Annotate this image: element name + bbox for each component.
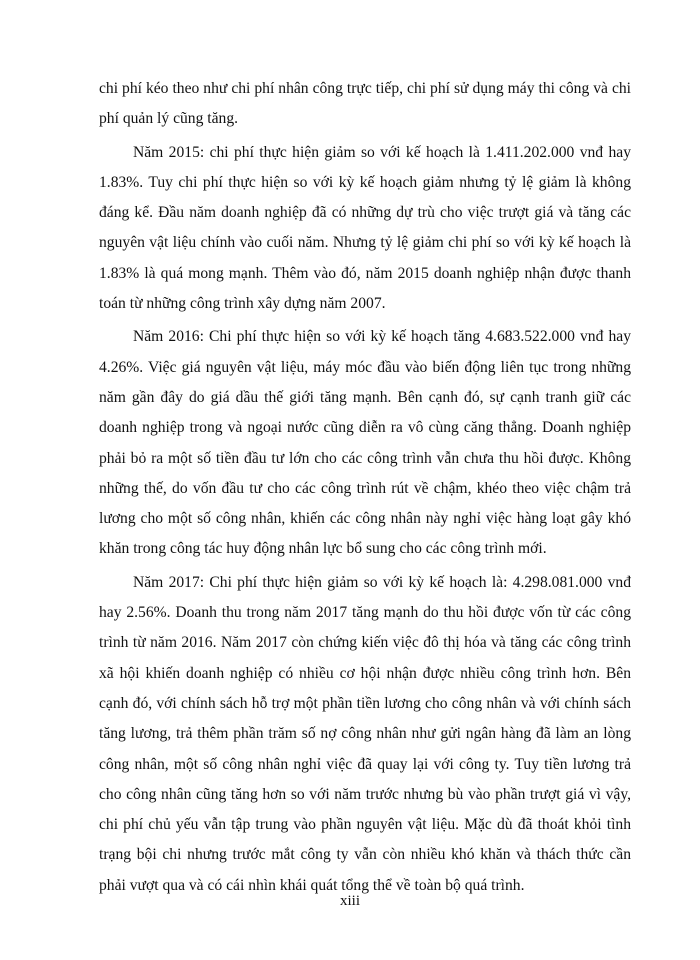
page-number: xiii	[339, 893, 360, 909]
paragraph-2017: Năm 2017: Chi phí thực hiện giảm so với kỳ kế hoạch là: 4.298.081.000 vnđ hay 2.56%. Doanh thu trong năm 2017 tăng mạnh do thu hồi được vốn từ các công trình từ năm 2016. Năm 2017 còn chứng kiến việc đô thị hóa và tăng các công trình xã hội khiến doanh nghiệp có nhiều cơ hội nhận được nhiều công trình hơn. Bên cạnh đó, với chính sách hỗ trợ một phần tiền lương cho công nhân và với chính sách tăng lương, trả thêm phần trăm số nợ công nhân như gửi ngân hàng đã làm an lòng công nhân, một số công nhân nghỉ việc đã quay lại với công ty. Tuy tiền lương trả cho công nhân cũng tăng hơn so với năm trước nhưng bù vào phần trượt giá vì vậy, chi phí chủ yếu vẫn tập trung vào phần nguyên vật liệu. Mặc dù đã thoát khỏi tình trạng bội chi nhưng trước mắt công ty vẫn còn nhiều khó khăn và thách thức cần phải vượt qua và có cái nhìn khái quát tổng thể về toàn bộ quá trình.	[99, 573, 631, 894]
paragraph-continuation: chi phí kéo theo như chi phí nhân công trực tiếp, chi phí sử dụng máy thi công và chi phí quản lý cũng tăng.	[99, 80, 631, 128]
document-body	[99, 74, 631, 901]
paragraph-2016: Năm 2016: Chi phí thực hiện so với kỳ kế hoạch tăng 4.683.522.000 vnđ hay 4.26%. Việc giá nguyên vật liệu, máy móc đầu vào biến động liên tục trong những năm gần đây do giá dầu thế giới tăng mạnh. Bên cạnh đó, sự cạnh tranh giữ các doanh nghiệp trong và ngoại nước cũng diễn ra vô cùng căng thẳng. Doanh nghiệp phải bỏ ra một số tiền đầu tư lớn cho các công trình vẫn chưa thu hồi được. Không những thế, do vốn đầu tư cho các công trình rút về chậm, khéo theo việc chậm trả lương cho một số công nhân, khiến các công nhân này nghỉ việc hàng loạt gây khó khăn trong công tác huy động nhân lực bổ sung cho các công trình mới.	[99, 328, 631, 558]
paragraph-2015: Năm 2015: chi phí thực hiện giảm so với kế hoạch là 1.411.202.000 vnđ hay 1.83%. Tuy chi phí thực hiện so với kỳ kế hoạch giảm nhưng tỷ lệ giảm là không đáng kể. Đầu năm doanh nghiệp đã có những dự trù cho việc trượt giá và tăng các nguyên vật liệu chính vào cuối năm. Nhưng tỷ lệ giảm chi phí so với kỳ kế hoạch là 1.83% là quá mong mạnh. Thêm vào đó, năm 2015 doanh nghiệp nhận được thanh toán từ những công trình xây dựng năm 2007.	[99, 143, 631, 313]
